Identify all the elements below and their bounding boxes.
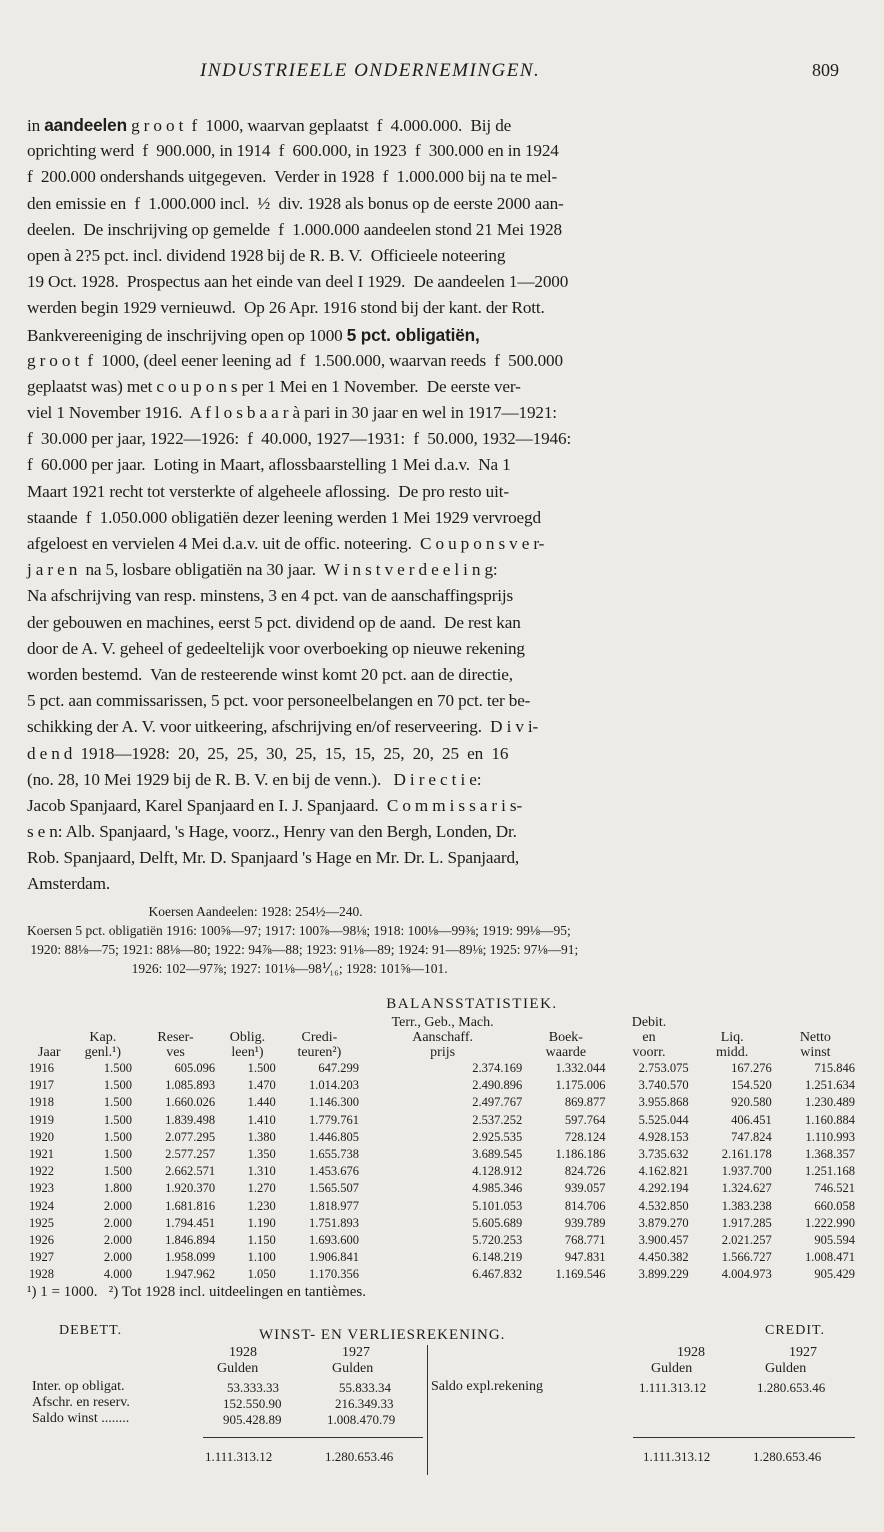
text-line: Jacob Spanjaard, Karel Spanjaard en I. J. Spanjaard. C o m m i s s a r i s- [27,795,523,815]
table-cell: 2.000 [103,1250,132,1265]
table-cell: 5.101.053 [472,1198,523,1213]
text-line: f 200.000 ondershands uitgegeven. Verder in 1928 f 1.000.000 bij na te mel- [27,167,558,187]
table-cell: 1.906.841 [308,1250,359,1265]
text-line: Maart 1921 recht tot versterkte of algeheele aflossing. De pro resto uit- [27,481,509,501]
table-cell: 3.735.632 [638,1147,689,1162]
table-cell: 3.955.868 [638,1095,689,1110]
table-cell: 5.605.689 [472,1215,523,1230]
currency-header: Gulden [651,1361,693,1376]
table-cell: 814.706 [564,1198,606,1213]
table-cell: 647.299 [318,1061,359,1075]
account-header [27,1323,857,1345]
amount: 1.280.653.46 [757,1380,826,1395]
table-cell: 2.925.535 [472,1129,523,1144]
table-cell: 5.525.044 [638,1112,689,1127]
table-cell: 2.000 [103,1215,132,1230]
table-cell: 1.917.285 [721,1215,772,1230]
text-line: afgeloest en vervielen 4 Mei d.a.v. uit de offic. noteering. C o u p o n s v e r- [27,534,545,553]
table-cell: 1.380 [247,1129,276,1144]
table-cell: 1.350 [247,1147,276,1162]
currency-header: Gulden [765,1361,807,1376]
text-line: 5 pct. aan commissarissen, 5 pct. voor personeelbelangen en 70 pct. ter be- [27,691,531,711]
year-cell: 1925 [29,1215,54,1230]
year-cell: 1927 [29,1250,54,1265]
table-cell: 1.500 [103,1078,132,1093]
table-cell: 1.230 [247,1198,276,1213]
balance-title: BALANSSTATISTIEK. [386,996,558,1012]
table-cell: 1.150 [247,1233,276,1248]
year-cell: 1917 [29,1078,54,1093]
table-cell: 715.846 [814,1061,855,1075]
table-cell: 1.947.962 [165,1267,216,1282]
table-cell: 905.594 [814,1233,855,1248]
table-cell: 905.429 [814,1267,855,1282]
table-cell: 1.100 [247,1250,276,1265]
debit-heading: DEBETT. [59,1323,123,1338]
table-cell: 4.128.912 [472,1164,523,1179]
table-cell: 869.877 [564,1095,606,1110]
table-cell: 167.276 [731,1061,772,1075]
table-cell: 2.497.767 [472,1095,523,1110]
text-line: viel 1 November 1916. A f l o s b a a r à pari in 30 jaar en wel in 1917—1921: [27,403,557,423]
table-row [27,1266,857,1283]
year-cell: 1923 [29,1181,54,1196]
table-cell: 3.740.570 [638,1078,689,1093]
bold-term: 5 pct. obligatiën, [346,324,480,345]
quote-line: 1920: 88⅛—75; 1921: 88⅛—80; 1922: 94⅞—88; 1923: 91⅛—89; 1924: 91—89⅛; 1925: 97⅛—91; [27,942,579,957]
table-cell: 1.500 [103,1095,132,1110]
table-row [27,1060,857,1077]
year-header: 1927 [789,1345,817,1360]
text-line: werden begin 1929 vernieuwd. Op 26 Apr. 1916 stond bij der kant. der Rott. [27,298,545,318]
text-line: 19 Oct. 1928. Prospectus aan het einde van deel I 1929. De aandeelen 1—2000 [27,272,569,292]
year-cell: 1928 [29,1267,54,1282]
column-header: Kap. genl.¹) [84,1030,122,1060]
year-cell: 1916 [29,1061,54,1075]
table-cell: 1.383.238 [721,1198,772,1213]
price-quotes [27,902,857,978]
table-row [27,1129,857,1146]
table-cell: 597.764 [564,1112,606,1127]
table-cell: 1.146.300 [308,1095,359,1110]
column-header: Jaar [38,1045,61,1060]
table-cell: 1.500 [103,1147,132,1162]
text-line: staande f 1.050.000 obligatiën dezer leening werden 1 Mei 1929 vervroegd [27,507,541,527]
table-cell: 1.500 [103,1112,132,1127]
table-cell: 1.655.738 [308,1147,359,1162]
table-cell: 1.566.727 [721,1250,772,1265]
text-line: open à 2?5 pct. incl. dividend 1928 bij de R. B. V. Officieele noteering [27,245,506,265]
table-cell: 1.230.489 [805,1095,855,1110]
table-cell: 6.148.219 [472,1250,523,1265]
table-cell: 939.057 [564,1181,606,1196]
table-cell: 4.162.821 [638,1164,689,1179]
table-row [27,1232,857,1249]
quote-line: Koersen Aandeelen: 1928: 254½—240. [27,904,363,919]
table-cell: 1.839.498 [165,1112,216,1127]
table-cell: 1.190 [247,1215,276,1230]
table-cell: 1.410 [247,1112,276,1127]
table-cell: 4.004.973 [721,1267,772,1282]
table-row [27,1215,857,1232]
footnote: ¹) 1 = 1000. ²) Tot 1928 incl. uitdeelingen en tantièmes. [27,1283,366,1300]
table-cell: 1.085.893 [165,1078,216,1093]
table-cell: 768.771 [564,1233,606,1248]
text-line: Na afschrijving van resp. minstens, 3 en 4 pct. van de aanschaffingsprijs [27,586,514,606]
table-cell: 1.453.676 [308,1164,359,1179]
table-cell: 746.521 [814,1181,855,1196]
table-cell: 406.451 [731,1112,772,1127]
year-cell: 1924 [29,1198,54,1213]
table-row [27,1146,857,1163]
text-line: in aandeelen g r o o t f 1000, waarvan geplaatst f 4.000.000. Bij de [27,115,512,135]
year-cell: 1919 [29,1112,54,1127]
table-cell: 1.500 [247,1061,276,1075]
column-header: Debit. en voorr. [631,1015,667,1060]
table-cell: 1.565.507 [308,1181,359,1196]
table-cell: 1.500 [103,1164,132,1179]
column-header: Oblig. leen¹) [229,1030,266,1060]
column-header: Terr., Geb., Mach. Aanschaff. prijs [391,1015,494,1060]
account-label: Inter. op obligat. [32,1379,125,1394]
table-cell: 2.753.075 [638,1061,689,1075]
table-cell: 2.000 [103,1233,132,1248]
amount: 53.333.33 [227,1380,279,1395]
column-header: Reser- ves [157,1030,194,1060]
total-amount: 1.111.313.12 [643,1449,711,1464]
table-row [27,1112,857,1129]
text-line: f 60.000 per jaar. Loting in Maart, aflossbaarstelling 1 Mei d.a.v. Na 1 [27,455,511,475]
text-line: geplaatst was) met c o u p o n s per 1 Mei en 1 November. De eerste ver- [27,376,521,396]
balance-table [27,1015,857,1284]
table-cell: 1.446.805 [308,1129,359,1144]
table-cell: 5.720.253 [472,1233,523,1248]
table-cell: 1.500 [103,1129,132,1144]
year-header: 1928 [677,1345,705,1360]
table-cell: 1.050 [247,1267,276,1282]
year-header: 1927 [342,1345,370,1360]
table-cell: 1.500 [103,1061,132,1075]
table-cell: 4.985.346 [472,1181,523,1196]
quote-line: 1926: 102—97⅞; 1927: 101⅛—98⅟₁₆; 1928: 101⅝—101. [27,961,448,976]
table-body [27,1060,857,1284]
table-cell: 1.470 [247,1078,276,1093]
amount: 905.428.89 [223,1412,282,1427]
credit-heading: CREDIT. [765,1323,826,1338]
table-cell: 1.846.894 [165,1233,216,1248]
text-line: den emissie en f 1.000.000 incl. ½ div. 1928 als bonus op de eerste 2000 aan- [27,193,564,213]
text-line: s e n: Alb. Spanjaard, 's Hage, voorz., Henry van den Bergh, Londen, Dr. [27,822,517,842]
table-cell: 3.900.457 [638,1233,689,1248]
account-title: WINST- EN VERLIESREKENING. [259,1327,506,1343]
text-line: g r o o t f 1000, (deel eener leening ad f 1.500.000, waarvan reeds f 500.000 [27,350,563,370]
table-row [27,1198,857,1215]
table-cell: 3.879.270 [638,1215,689,1230]
table-cell: 1.794.451 [165,1215,216,1230]
text-line: (no. 28, 10 Mei 1929 bij de R. B. V. en bij de venn.). D i r e c t i e: [27,769,482,789]
text-line: oprichting werd f 900.000, in 1914 f 600.000, in 1923 f 300.000 en in 1924 [27,141,559,161]
table-cell: 1.324.627 [721,1181,772,1196]
profit-loss-account [27,1323,857,1475]
table-header-row [27,1015,857,1060]
text-line: schikking der A. V. voor uitkeering, afschrijving en/of reserveering. D i v i- [27,717,539,737]
table-cell: 2.537.252 [472,1112,523,1127]
amount: 1.111.313.12 [639,1380,707,1395]
table-cell: 1.270 [247,1181,276,1196]
table-cell: 1.014.203 [308,1078,359,1093]
year-cell: 1918 [29,1095,54,1110]
table-row [27,1163,857,1180]
table-cell: 3.899.229 [638,1267,689,1282]
table-cell: 1.222.990 [805,1215,855,1230]
column-header: Credi- teuren²) [297,1030,342,1060]
table-cell: 824.726 [564,1164,606,1179]
column-divider [427,1345,428,1475]
total-rule [633,1437,855,1438]
table-cell: 1.660.026 [165,1095,216,1110]
table-cell: 1.368.357 [805,1147,855,1162]
total-amount: 1.111.313.12 [205,1449,273,1464]
table-cell: 4.928.153 [638,1129,689,1144]
account-label: Afschr. en reserv. [32,1395,130,1410]
table-cell: 1.251.634 [805,1078,855,1093]
table-cell: 2.161.178 [721,1147,772,1162]
table-cell: 1.818.977 [308,1198,359,1213]
text-line: worden bestemd. Van de resteerende winst komt 20 pct. aan de directie, [27,664,513,684]
table-cell: 1.751.893 [308,1215,359,1230]
table-cell: 947.831 [564,1250,606,1265]
table-cell: 1.169.546 [555,1267,606,1282]
table-cell: 728.124 [564,1129,606,1144]
currency-header: Gulden [217,1361,259,1376]
table-cell: 1.800 [103,1181,132,1196]
amount: 216.349.33 [335,1396,394,1411]
total-rule [203,1437,423,1438]
table-cell: 4.450.382 [638,1250,689,1265]
table-cell: 2.662.571 [165,1164,216,1179]
text-line: Rob. Spanjaard, Delft, Mr. D. Spanjaard 's Hage en Mr. Dr. L. Spanjaard, [27,848,520,868]
running-title: INDUSTRIEELE ONDERNEMINGEN. [200,60,541,81]
table-cell: 1.310 [247,1164,276,1179]
text-line: Amsterdam. [27,874,110,894]
running-head [0,60,884,86]
column-header: Boek- waarde [545,1030,587,1060]
table-cell: 1.920.370 [165,1181,216,1196]
table-cell: 1.937.700 [721,1164,772,1179]
page-number: 809 [812,60,839,80]
table-cell: 2.490.896 [472,1078,523,1093]
table-cell: 2.021.257 [721,1233,772,1248]
text-line: der gebouwen en machines, eerst 5 pct. dividend op de aand. De rest kan [27,612,521,632]
amount: 1.008.470.79 [327,1412,396,1427]
table-cell: 660.058 [814,1198,855,1213]
total-amount: 1.280.653.46 [325,1449,394,1464]
table-cell: 1.008.471 [805,1250,855,1265]
table-cell: 4.000 [103,1267,132,1282]
company-description [27,112,851,898]
currency-header: Gulden [332,1361,374,1376]
table-cell: 920.580 [731,1095,772,1110]
table-cell: 2.577.257 [165,1147,216,1162]
table-cell: 939.789 [564,1215,606,1230]
table-cell: 1.110.993 [805,1129,855,1144]
table-cell: 1.160.884 [805,1112,855,1127]
table-cell: 1.186.186 [555,1147,606,1162]
table-row [27,1077,857,1094]
table-cell: 1.779.761 [308,1112,359,1127]
bold-term: aandeelen [44,115,127,135]
table-row [27,1180,857,1197]
table-cell: 1.175.006 [555,1078,606,1093]
text-line: j a r e n na 5, losbare obligatiën na 30 jaar. W i n s t v e r d e e l i n g: [27,560,498,580]
table-row [27,1094,857,1111]
table-cell: 2.000 [103,1198,132,1213]
table-cell: 2.077.295 [165,1129,216,1144]
year-header: 1928 [229,1345,257,1360]
balance-statistics [27,996,857,1301]
table-cell: 2.374.169 [472,1061,523,1075]
table-cell: 154.520 [731,1078,772,1093]
year-cell: 1921 [29,1147,54,1162]
table-cell: 3.689.545 [472,1147,523,1162]
year-cell: 1920 [29,1129,54,1144]
table-cell: 1.251.168 [805,1164,855,1179]
text-line: d e n d 1918—1928: 20, 25, 25, 30, 25, 15, 15, 25, 20, 25 en 16 [27,743,509,763]
table-cell: 747.824 [731,1129,772,1144]
table-cell: 1.693.600 [308,1233,359,1248]
text-line: Bankvereeniging de inschrijving open op 1000 5 pct. obligatiën, [27,324,480,345]
table-cell: 1.440 [247,1095,276,1110]
amount: 55.833.34 [339,1380,391,1395]
text-line: f 30.000 per jaar, 1922—1926: f 40.000, 1927—1931: f 50.000, 1932—1946: [27,429,572,449]
account-label: Saldo expl.rekening [431,1379,543,1394]
year-cell: 1926 [29,1233,54,1248]
column-header: Netto winst [799,1030,831,1060]
quote-line: Koersen 5 pct. obligatiën 1916: 100⅝—97; 1917: 100⅞—98⅛; 1918: 100⅛—99⅜; 1919: 99⅛—95; [27,923,571,938]
total-amount: 1.280.653.46 [753,1449,822,1464]
table-cell: 1.681.816 [165,1198,216,1213]
account-label: Saldo winst ........ [32,1411,130,1426]
table-cell: 6.467.832 [472,1267,523,1282]
column-header: Liq. midd. [716,1030,749,1060]
text-line: deelen. De inschrijving op gemelde f 1.000.000 aandeelen stond 21 Mei 1928 [27,219,562,239]
amount: 152.550.90 [223,1396,282,1411]
account-body [27,1345,857,1475]
table-cell: 1.170.356 [308,1267,359,1282]
table-cell: 1.332.044 [555,1061,606,1075]
table-row [27,1249,857,1266]
year-cell: 1922 [29,1164,54,1179]
table-cell: 1.958.099 [165,1250,216,1265]
table-cell: 605.096 [174,1061,216,1075]
table-cell: 4.292.194 [638,1181,689,1196]
text-line: door de A. V. geheel of gedeeltelijk voor overboeking op nieuwe rekening [27,638,525,658]
table-cell: 4.532.850 [638,1198,689,1213]
